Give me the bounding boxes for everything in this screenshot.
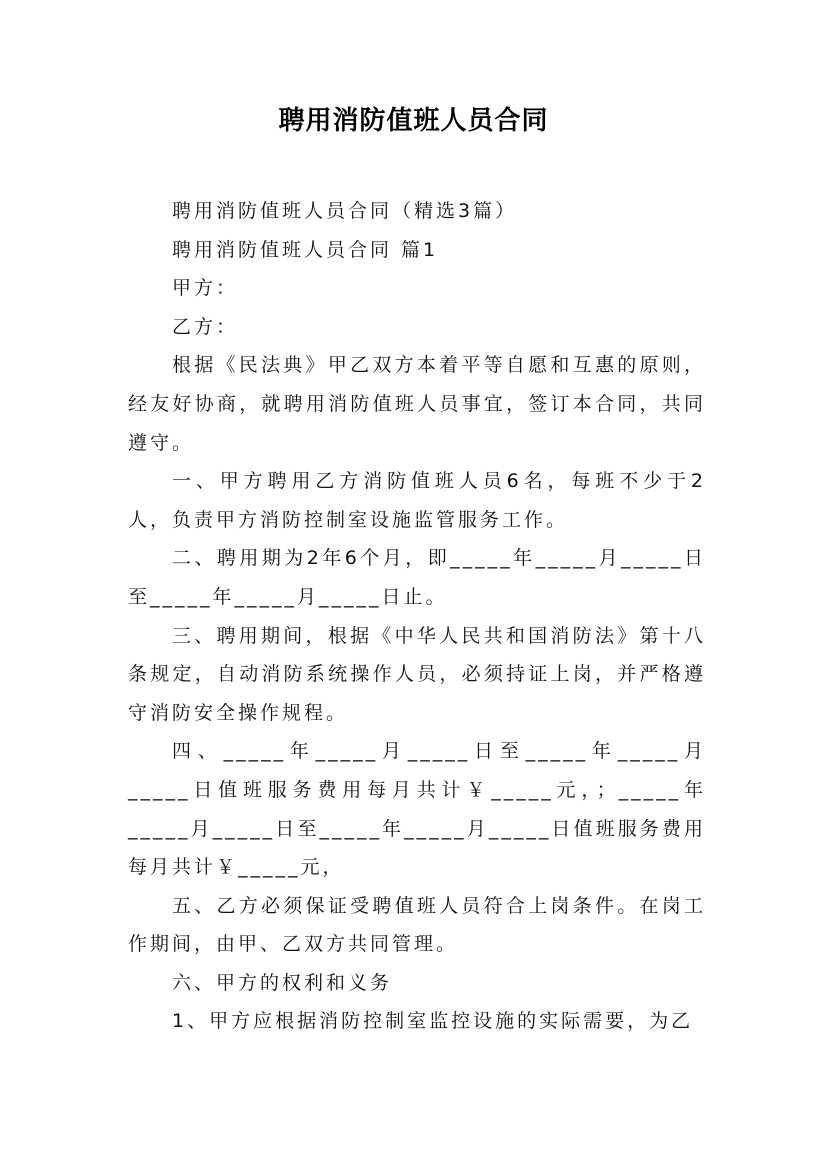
paragraph-clause-6: 六、甲方的权利和义务 xyxy=(172,971,393,994)
paragraph-clause-6-1: 1、甲方应根据消防控制室监控设施的实际需要，为乙 xyxy=(172,1010,694,1033)
paragraph-party-a: 甲方： xyxy=(172,277,239,300)
paragraph-clause-5: 五、乙方必须保证受聘值班人员符合上岗条件。在岗工作期间，由甲、乙双方共同管理。 xyxy=(128,894,706,956)
paragraph-section-heading: 聘用消防值班人员合同 篇1 xyxy=(172,238,439,261)
paragraph-clause-4: 四、_____年_____月_____日至_____年_____月_____日值班服务费用每月共计￥_____元，；_____年_____月_____日至_____年_____月_____日值班服务费用每月共计￥_____元， xyxy=(128,740,706,879)
paragraph-party-b: 乙方： xyxy=(172,315,239,338)
paragraph-preamble: 根据《民法典》甲乙双方本着平等自愿和互惠的原则，经友好协商，就聘用消防值班人员事宜，签订本合同，共同遵守。 xyxy=(128,354,706,454)
document-body xyxy=(128,192,706,1041)
paragraph-clause-3: 三、聘用期间，根据《中华人民共和国消防法》第十八条规定，自动消防系统操作人员，必须持证上岗，并严格遵守消防安全操作规程。 xyxy=(128,624,706,724)
paragraph-clause-2: 二、聘用期为2年6个月，即_____年_____月_____日至_____年_____月_____日止。 xyxy=(128,547,706,608)
paragraph-clause-1: 一、甲方聘用乙方消防值班人员6名，每班不少于2人，负责甲方消防控制室设施监管服务工作。 xyxy=(128,470,706,531)
paragraph-subtitle: 聘用消防值班人员合同（精选3篇） xyxy=(172,200,518,222)
document-title: 聘用消防值班人员合同 xyxy=(278,106,549,136)
